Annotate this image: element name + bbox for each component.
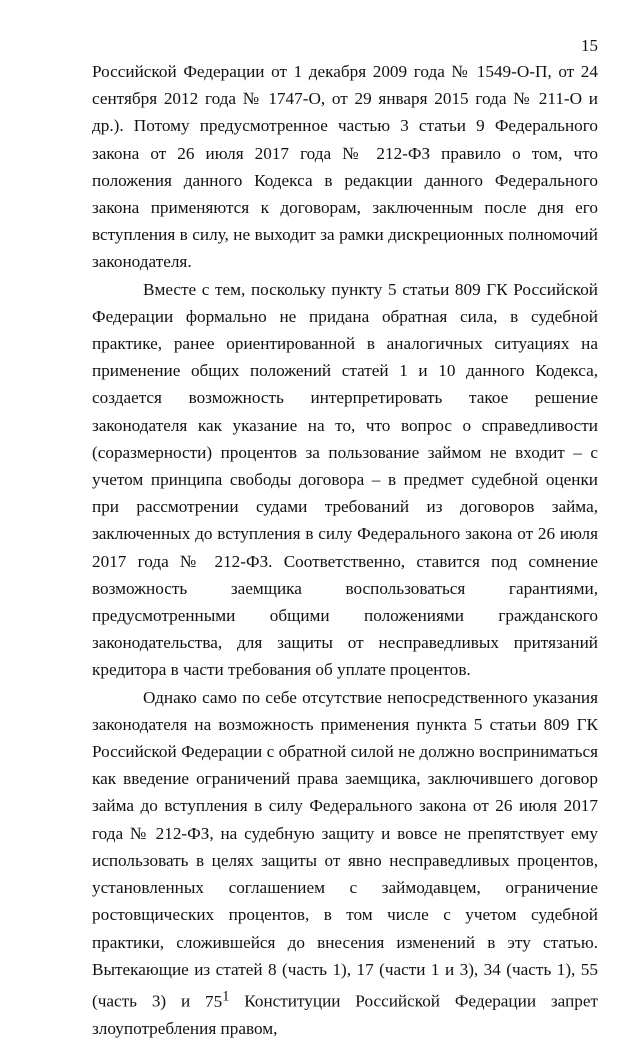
article-75-reference: [205, 987, 230, 1011]
paragraph-2: Вместе с тем, поскольку пункту 5 статьи 809 ГК Российской Федерации формально не придана обратная сила, в судебной практике, ранее ориентированной в аналогичных ситуациях на применение общих положений статей 1 и 10 данного Кодекса, создается возможность интерпретировать такое решение законодателя как указание на то, что вопрос о справедливости (соразмерности) процентов за пользование займом не входит – с учетом принципа свободы договора – в предмет судебной оценки при рассмотрении судами требований из договоров займа, заключенных до вступления в силу Федерального закона от 26 июля 2017 года № 212-ФЗ. Соответственно, ставится под сомнение возможность заемщика воспользоваться гарантиями, предусмотренными общими положениями гражданского законодательства, для защиты от несправедливых притязаний кредитора в части требования об уплате процентов.: [92, 279, 598, 680]
paragraph-3-continuation: Конституции Российской Федерации запрет злоупотребления правом,: [92, 991, 598, 1038]
paragraph-3: [92, 684, 598, 1042]
page-number: 15: [581, 36, 598, 55]
paragraph-3-text: Однако само по себе отсутствие непосредственного указания законодателя на возможность применения пункта 5 статьи 809 ГК Российской Федерации с обратной силой не должно восприниматься как введение ограничений права заемщика, заключившего договор займа до вступления в силу Федерального закона от 26 июля 2017 года № 212-ФЗ, на судебную защиту и вовсе не препятствует ему использовать в целях защиты от явно несправедливых процентов, установленных соглашением с займодавцем, ограничение ростовщических процентов, в том числе с учетом судебной практики, сложившейся до внесения изменений в эту статью. Вытекающие из статей 8 (часть 1), 17 (части 1 и 3), 34 (часть 1), 55 (часть 3) и: [92, 687, 598, 1011]
article-number: 75: [205, 991, 223, 1011]
paragraph-1: Российской Федерации от 1 декабря 2009 года № 1549-О-П, от 24 сентября 2012 года № 1747-О, от 29 января 2015 года № 211-О и др.). Потому предусмотренное частью 3 статьи 9 Федерального закона от 26 июля 2017 года № 212-ФЗ правило о том, что положения данного Кодекса в редакции данного Федерального закона применяются к договорам, заключенным после дня его вступления в силу, не выходит за рамки дискреционных полномочий законодателя.: [92, 62, 598, 272]
article-superscript: 1: [222, 987, 230, 1004]
document-body: [92, 58, 598, 1042]
